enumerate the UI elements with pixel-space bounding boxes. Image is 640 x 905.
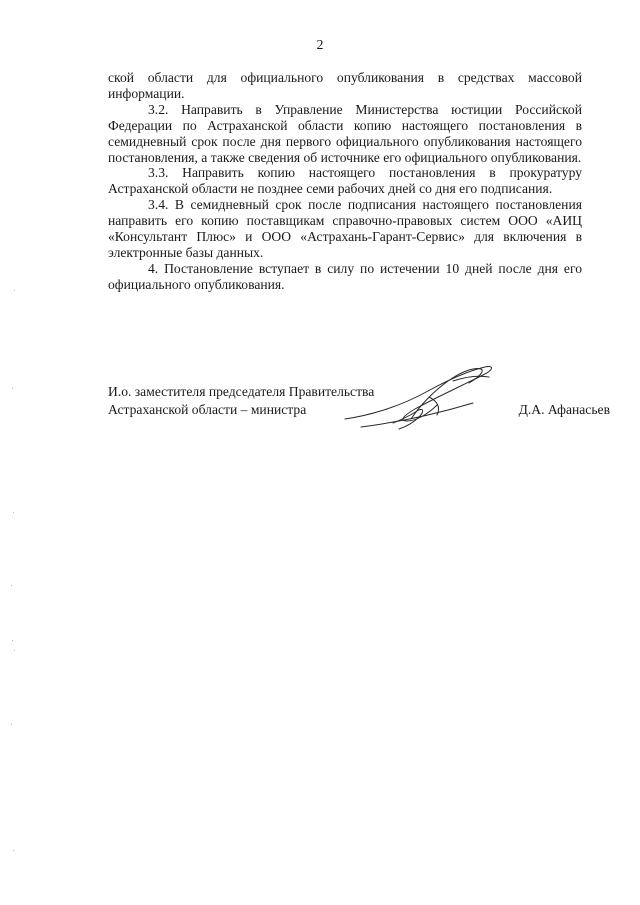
- scan-speck: [12, 388, 13, 389]
- paragraph-3-4: 3.4. В семидневный срок после подписания настоящего постановления направить его копию поставщикам справочно-правовых систем ООО «АИЦ «Консультант Плюс» и ООО «Астрахань-Гарант-Сервис» для включения в электронные базы данных.: [108, 197, 582, 260]
- paragraph-3-3: 3.3. Направить копию настоящего постановления в прокуратуру Астраханской области не позднее семи рабочих дней со дня его подписания.: [108, 165, 582, 197]
- signer-position-line-2: Астраханской области – министра: [108, 401, 307, 417]
- scan-speck: [11, 724, 12, 725]
- document-body: [108, 70, 582, 293]
- scan-speck: [12, 640, 13, 641]
- paragraph-continuation: ской области для официального опубликования в средствах массовой информации.: [108, 70, 582, 101]
- scan-speck: [14, 650, 15, 651]
- signer-position-line-1: И.о. заместителя председателя Правительства: [108, 384, 375, 399]
- page-number: 2: [316, 38, 324, 53]
- paragraph-3-2: 3.2. Направить в Управление Министерства юстиции Российской Федерации по Астраханской области копию настоящего постановления в семидневный срок после дня первого официального опубликования настоящего постановления, а также сведения об источнике его официального опубликования.: [108, 101, 582, 165]
- signature-block: [108, 383, 610, 453]
- signer-name: Д.А. Афанасьев: [518, 401, 610, 417]
- scan-speck: [14, 290, 15, 291]
- scan-speck: [11, 585, 12, 586]
- scan-speck: [13, 512, 14, 513]
- paragraph-4: 4. Постановление вступает в силу по истечении 10 дней после дня его официального опубликования.: [108, 260, 582, 292]
- handwritten-signature: [333, 361, 503, 439]
- scan-speck: [13, 850, 14, 851]
